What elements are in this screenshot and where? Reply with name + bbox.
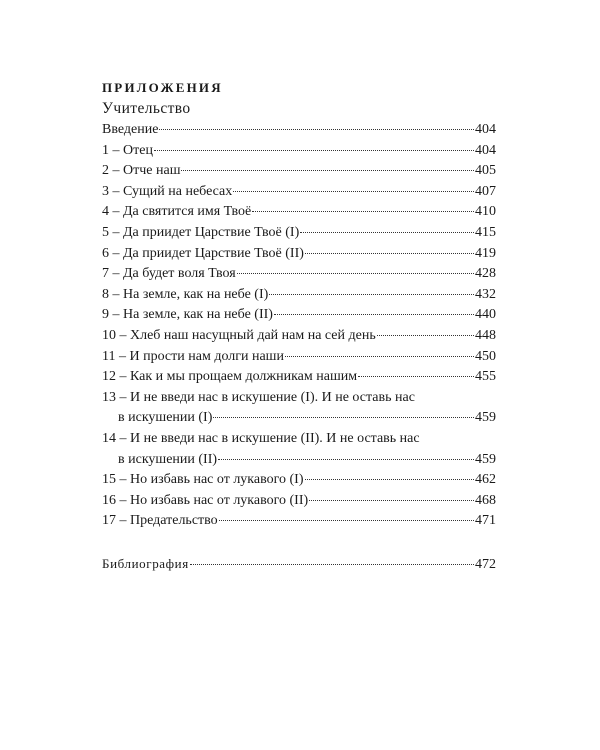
dot-leader <box>154 150 474 151</box>
toc-entry-title-cont: в искушении (I) <box>118 410 213 426</box>
toc-entry-page: 404 <box>475 122 496 137</box>
toc-entry-11[interactable] <box>102 347 496 368</box>
toc-entry-page: 448 <box>475 327 496 343</box>
table-of-contents <box>102 78 496 574</box>
dot-leader <box>309 500 474 501</box>
toc-list <box>102 120 496 532</box>
toc-entry-page: 462 <box>475 472 496 488</box>
toc-entry-page: 450 <box>475 348 496 364</box>
toc-entry-title: 6 – Да приидет Царствие Твоё (II) <box>102 245 304 261</box>
toc-entry-13[interactable] <box>102 388 496 429</box>
toc-entry-title: 12 – Как и мы прощаем должникам нашим <box>102 369 358 385</box>
toc-entry-continuation <box>102 408 496 429</box>
toc-entry-page: 410 <box>475 204 496 220</box>
dot-leader <box>305 479 474 480</box>
toc-entry-page: 459 <box>475 410 496 426</box>
toc-entry-16[interactable] <box>102 491 496 512</box>
toc-entry-page: 472 <box>475 556 496 572</box>
toc-entry-title: 9 – На земле, как на небе (II) <box>102 307 273 323</box>
toc-entry-6[interactable] <box>102 244 496 265</box>
toc-entry-3[interactable] <box>102 182 496 203</box>
toc-entry-1[interactable] <box>102 141 496 162</box>
toc-entry-page: 468 <box>475 492 496 508</box>
toc-entry-page: 432 <box>475 286 496 302</box>
dot-leader <box>233 191 474 192</box>
toc-entry-title: Библиография <box>102 555 189 571</box>
dot-leader <box>218 459 474 460</box>
toc-entry-continuation <box>102 450 496 471</box>
toc-entry-14[interactable] <box>102 429 496 470</box>
toc-entry-title: 1 – Отец <box>102 142 153 158</box>
toc-entry-8[interactable] <box>102 285 496 306</box>
dot-leader <box>219 520 474 521</box>
toc-entry-title: 7 – Да будет воля Твоя <box>102 266 236 282</box>
dot-leader <box>285 356 474 357</box>
toc-entry-title: 3 – Сущий на небесах <box>102 183 233 199</box>
toc-entry-title: Введение <box>102 122 159 137</box>
toc-entry-title-cont: в искушении (II) <box>118 451 218 467</box>
dot-leader <box>252 211 474 212</box>
dot-leader <box>269 294 474 295</box>
toc-entry-9[interactable] <box>102 305 496 326</box>
dot-leader <box>190 564 474 565</box>
toc-entry-page: 455 <box>475 369 496 385</box>
toc-entry-15[interactable] <box>102 470 496 491</box>
toc-entry-page: 404 <box>475 142 496 158</box>
bibliography-section <box>102 554 496 575</box>
dot-leader <box>181 170 474 171</box>
toc-entry-page: 428 <box>475 266 496 282</box>
toc-entry-page: 471 <box>475 513 496 529</box>
section-title: ПРИЛОЖЕНИЯ <box>102 80 223 95</box>
toc-entry-title: 11 – И прости нам долги наши <box>102 348 284 364</box>
toc-entry-page: 440 <box>475 307 496 323</box>
dot-leader <box>305 253 474 254</box>
dot-leader <box>377 335 474 336</box>
toc-entry-12[interactable] <box>102 367 496 388</box>
toc-entry-page: 405 <box>475 163 496 179</box>
toc-entry-page: 459 <box>475 451 496 467</box>
toc-entry-4[interactable] <box>102 202 496 223</box>
toc-entry-title: 17 – Предательство <box>102 513 218 529</box>
toc-entry-title: 4 – Да святится имя Твоё <box>102 204 252 220</box>
toc-entry-title: 5 – Да приидет Царствие Твоё (I) <box>102 224 300 240</box>
toc-entry-page: 415 <box>475 224 496 240</box>
subsection-title: Учительство <box>102 100 191 117</box>
toc-entry-title: 13 – И не введи нас в искушение (I). И не оставь нас <box>102 389 415 405</box>
toc-entry-title: 10 – Хлеб наш насущный дай нам на сей день <box>102 327 376 343</box>
dot-leader <box>358 376 474 377</box>
toc-entry-5[interactable] <box>102 223 496 244</box>
toc-entry-introduction[interactable] <box>102 120 496 141</box>
dot-leader <box>237 273 474 274</box>
toc-entry-page: 407 <box>475 183 496 199</box>
toc-entry-title: 15 – Но избавь нас от лукавого (I) <box>102 472 304 488</box>
toc-entry-title: 2 – Отче наш <box>102 163 181 179</box>
dot-leader <box>159 129 474 130</box>
dot-leader <box>213 417 474 418</box>
toc-entry-title: 8 – На земле, как на небе (I) <box>102 286 269 302</box>
toc-entry-bibliography[interactable] <box>102 554 496 575</box>
toc-entry-7[interactable] <box>102 264 496 285</box>
toc-entry-2[interactable] <box>102 161 496 182</box>
dot-leader <box>300 232 474 233</box>
toc-entry-page: 419 <box>475 245 496 261</box>
dot-leader <box>274 314 474 315</box>
toc-entry-title: 16 – Но избавь нас от лукавого (II) <box>102 492 309 508</box>
toc-entry-10[interactable] <box>102 326 496 347</box>
toc-entry-17[interactable] <box>102 511 496 532</box>
toc-entry-title: 14 – И не введи нас в искушение (II). И не оставь нас <box>102 430 420 446</box>
